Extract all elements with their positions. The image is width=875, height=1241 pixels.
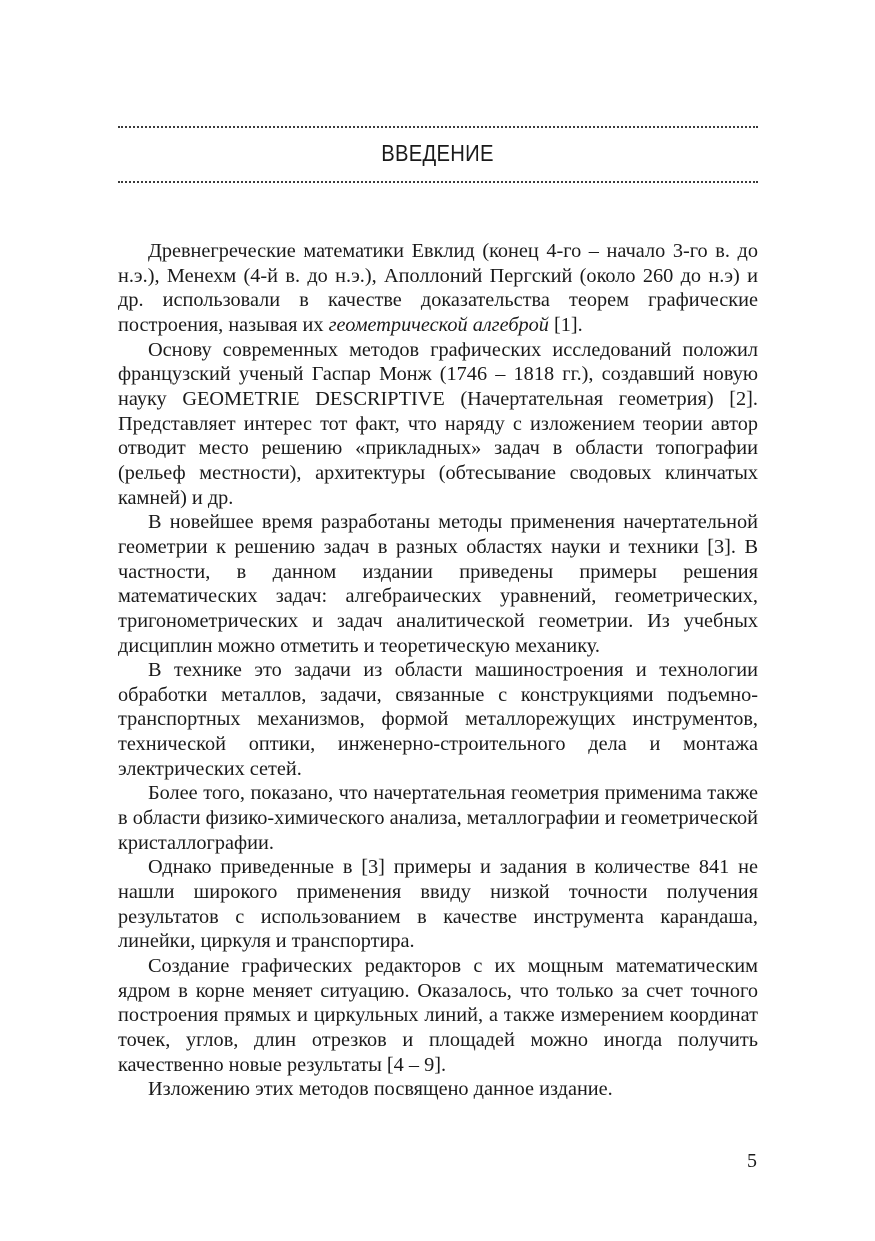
paragraph-5: Более того, показано, что начертательная геометрия применима также в области физико-химического анализа, металлографии и геометрической кристаллографии. [118, 782, 758, 854]
dotted-rule-bottom [118, 181, 758, 183]
paragraph-1-text: Древнегреческие математики Евклид (конец 4-го – начало 3-го в. до н.э.), Менехм (4-й в. до н.э.), Аполлоний Пергский (около 260 до н.э) и др. использовали в качестве доказательства теорем графические построения, называя их [118, 240, 758, 336]
paragraph-2: Основу современных методов графических исследований положил французский ученый Гаспар Монж (1746 – 1818 гг.), создавший новую науку GEOMETRIE DESCRIPTIVE (Начертательная геометрия) [2]. Представляет интерес тот факт, что наряду с изложением теории автор отводит место решению «прикладных» задач в области топографии (рельеф местности), архитектуры (обтесывание сводовых клинчатых камней) и др. [118, 338, 758, 509]
paragraph-1-ending: [1]. [548, 313, 583, 336]
chapter-title: ВВЕДЕНИЕ [381, 140, 494, 166]
paragraph-8: Изложению этих методов посвящено данное издание. [148, 1078, 613, 1101]
page-number: 5 [747, 1150, 757, 1172]
paragraph-3: В новейшее время разработаны методы применения начертательной геометрии к решению задач в разных областях науки и техники [3]. В частности, в данном издании приведены примеры решения математических задач: алгебраических уравнений, геометрических, тригонометрических и задач аналитической геометрии. Из учебных дисциплин можно отметить и теоретическую механику. [118, 511, 758, 657]
body-text [118, 239, 758, 1102]
paragraph-4: В технике это задачи из области машиностроения и технологии обработки металлов, задачи, связанные с конструкциями подъемно-транспортных механизмов, формой металлорежущих инструментов, технической оптики, инженерно-строительного дела и монтажа электрических сетей. [118, 659, 758, 780]
paragraph-1-emphasis: геометрической алгеброй [328, 313, 549, 336]
paragraph-7: Создание графических редакторов с их мощным математическим ядром в корне меняет ситуацию. Оказалось, что только за счет точного построения прямых и циркульных линий, а также измерением координат точек, углов, длин отрезков и площадей можно иногда получить качественно новые результаты [4 – 9]. [118, 955, 758, 1076]
paragraph-6: Однако приведенные в [3] примеры и задания в количестве 841 не нашли широкого применения ввиду низкой точности получения результатов с использованием в качестве инструмента карандаша, линейки, циркуля и транспортира. [118, 856, 758, 953]
paragraph-1 [118, 239, 758, 338]
dotted-rule-top [118, 126, 758, 128]
